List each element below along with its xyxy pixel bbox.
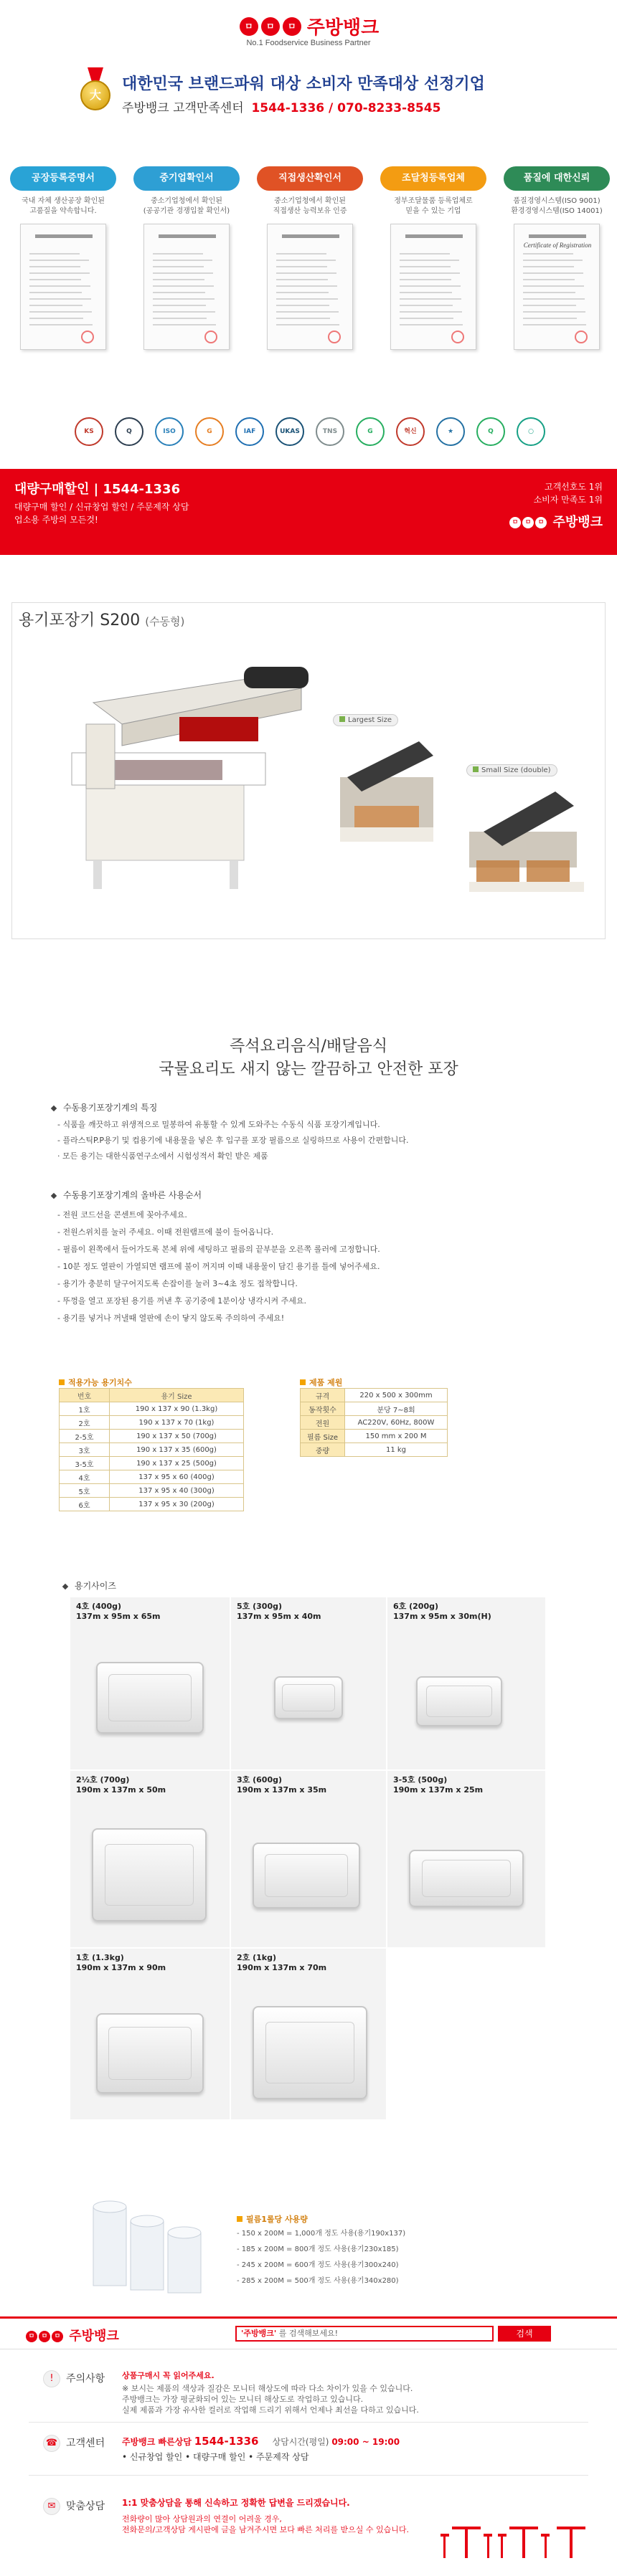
table-row (60, 1443, 244, 1457)
sale-banner-line1: 대량구매 할인 / 신규창업 할인 / 주문제작 상담 (14, 502, 189, 512)
footer-divider (29, 2475, 588, 2476)
certificate-title: 품질에 대한신뢰 (504, 166, 610, 191)
table-row (60, 1470, 244, 1484)
certificate-card[interactable] (257, 166, 363, 367)
usage-item: - 용기가 충분히 달구어지도록 손잡이를 눌러 3~4초 정도 접착합니다. (57, 1279, 298, 1288)
table-row (60, 1457, 244, 1470)
usage-item: - 뚜껑을 열고 포장된 용기를 꺼낸 후 공기중에 1분이상 냉각시켜 주세요. (57, 1296, 306, 1306)
container-heading: 용기사이즈 (63, 1579, 116, 1592)
footer-logo[interactable]: ㅁ ㅁ ㅁ 주방뱅크 (26, 2326, 119, 2344)
consult-label: ✉ 맞춤상담 (43, 2498, 105, 2515)
spec-value-cell: AC220V, 60Hz, 800W (345, 1416, 448, 1430)
largest-size-image (333, 734, 441, 849)
certification-badge-icon: UKAS (275, 417, 304, 446)
spec-label-cell: 필름 Size (301, 1430, 345, 1443)
consult-line: 전화문의/고객상담 게시판에 글을 남겨주시면 보다 빠른 처리를 받으실 수 있습니다. (122, 2525, 409, 2534)
certification-badge-icon: G (195, 417, 224, 446)
certificate-title: 직접생산확인서 (257, 166, 363, 191)
award-title: 대한민국 브랜드파워 대상 소비자 만족대상 선정기업 (122, 75, 485, 93)
sale-banner-rank2: 소비자 만족도 1위 (533, 495, 603, 505)
sale-banner-rank1: 고객선호도 1위 (544, 482, 603, 492)
table-row (60, 1430, 244, 1443)
film-usage-row: - 245 x 200M = 600개 정도 사용(용기300x240) (237, 2261, 399, 2269)
table-row (301, 1416, 448, 1430)
size-value-cell: 190 x 137 x 90 (1.3kg) (110, 1402, 244, 1416)
diamond-bullet-icon (51, 1192, 57, 1198)
usage-item: - 전원스위치를 눌러 주세요. 이때 전원램프에 불이 들어옵니다. (57, 1227, 274, 1237)
size-number-cell: 5호 (60, 1484, 110, 1498)
certificate-card[interactable] (10, 166, 116, 367)
intro-line-1: 즉석요리음식/배달음식 (230, 1037, 387, 1055)
container-dims: 190m x 137m x 35m (237, 1785, 327, 1795)
phone-icon: ☎ (43, 2435, 60, 2452)
table-row (301, 1430, 448, 1443)
container-tray-image (409, 1850, 524, 1907)
footer-divider (29, 2422, 588, 2423)
spec-label-cell: 규격 (301, 1389, 345, 1402)
consult-line: 전화량이 많아 상담원과의 연결이 어려울 경우, (122, 2514, 282, 2524)
size-table-header: 용기 Size (110, 1389, 244, 1402)
certification-badge-icon: TNS (316, 417, 344, 446)
container-label: 3-5호 (500g) 190m x 137m x 25m (393, 1775, 484, 1795)
certificate-document-image (20, 224, 106, 350)
chat-icon: ✉ (43, 2498, 60, 2515)
size-value-cell: 190 x 137 x 70 (1kg) (110, 1416, 244, 1430)
award-phone-label: 주방뱅크 고객만족센터 (122, 101, 244, 115)
features-item: - 플라스틱P.P용기 및 컵용기에 내용물을 넣은 후 입구를 포장 필름으로 실링하므로 사용이 간편합니다. (57, 1136, 409, 1145)
size-number-cell: 2-5호 (60, 1430, 110, 1443)
spec-value-cell: 11 kg (345, 1443, 448, 1457)
certificate-document-image (267, 224, 353, 350)
size-value-cell: 137 x 95 x 30 (200g) (110, 1498, 244, 1511)
container-label: 5호 (300g) 137m x 95m x 40m (237, 1602, 321, 1621)
intro-line-2: 국물요리도 새지 않는 깔끔하고 안전한 포장 (159, 1060, 458, 1078)
container-label: 2½호 (700g) 190m x 137m x 50m (76, 1775, 166, 1795)
certification-badge-icon: KS (75, 417, 103, 446)
film-usage-title: 필름1롤당 사용량 (237, 2213, 308, 2225)
sale-banner-title: 대량구매할인 | 1544-1336 (14, 482, 181, 497)
container-tray-image (92, 1828, 207, 1921)
certificate-desc: 국내 자체 생산공장 확인된 고품질을 약속합니다. (22, 197, 105, 215)
spec-table-title: 제품 제원 (300, 1377, 342, 1388)
container-tray-image (253, 2006, 367, 2099)
film-usage-row: - 185 x 200M = 800개 정도 사용(용기230x185) (237, 2245, 399, 2253)
container-card (231, 1949, 386, 2119)
container-dims: 190m x 137m x 90m (76, 1963, 166, 1972)
cs-label: ☎ 고객센터 (43, 2435, 105, 2452)
table-row (301, 1402, 448, 1416)
usage-item: - 10분 정도 열판이 가열되면 램프에 불이 꺼지며 이때 내용물이 담긴 용기를 틀에 넣어주세요. (57, 1262, 380, 1271)
largest-size-label: Largest Size (333, 714, 398, 726)
usage-item: - 용기를 넣거나 꺼낼때 열판에 손이 닿지 않도록 주의하여 주세요! (57, 1313, 285, 1323)
container-card (231, 1597, 386, 1769)
container-dims: 137m x 95m x 30m(H) (393, 1612, 491, 1621)
certification-badge-icon: Q (115, 417, 143, 446)
usage-item: - 전원 코드선을 콘센트에 꽂아주세요. (57, 1210, 187, 1220)
container-card (70, 1597, 230, 1769)
cafe-tables-image (438, 2498, 588, 2567)
container-card (70, 1949, 230, 2119)
warning-icon: ! (43, 2370, 60, 2387)
product-title: 용기포장기 S200 (수동형) (19, 612, 185, 629)
container-tray-image (96, 1662, 204, 1734)
container-tray-image (96, 2013, 204, 2093)
container-label: 4호 (400g) 137m x 95m x 65m (76, 1602, 161, 1621)
container-tray-image (274, 1676, 343, 1719)
table-row (301, 1443, 448, 1457)
sealing-machine-image (65, 645, 323, 903)
product-title-suffix: (수동형) (145, 615, 185, 628)
spec-label-cell: 동작횟수 (301, 1402, 345, 1416)
usage-item: - 필름이 왼쪽에서 들어가도록 본체 위에 세팅하고 필름의 끝부분을 오른쪽 롤러에 고정합니다. (57, 1245, 380, 1254)
table-row (60, 1498, 244, 1511)
container-label: 6호 (200g) 137m x 95m x 30m(H) (393, 1602, 491, 1621)
container-tray-image (416, 1676, 502, 1726)
film-rolls-image (86, 2192, 215, 2297)
certificate-desc: 중소기업청에서 확인된 직접생산 능력보유 인증 (273, 197, 347, 215)
container-dims: 190m x 137m x 70m (237, 1963, 327, 1972)
sale-banner-logo: ㅁ ㅁ ㅁ 주방뱅크 (509, 512, 603, 531)
size-number-cell: 3-5호 (60, 1457, 110, 1470)
size-value-cell: 190 x 137 x 50 (700g) (110, 1430, 244, 1443)
spec-label-cell: 전원 (301, 1416, 345, 1430)
size-table-title: 적용가능 용기치수 (59, 1377, 132, 1388)
film-usage-row: - 285 x 200M = 500개 정도 사용(용기340x280) (237, 2277, 399, 2285)
container-dims: 190m x 137m x 50m (76, 1785, 166, 1795)
certificate-desc: 중소기업청에서 확인된 (공공기관 경쟁입찰 확인서) (143, 197, 230, 215)
size-table-header: 번호 (60, 1389, 110, 1402)
container-dims: 137m x 95m x 65m (76, 1612, 161, 1621)
logo-text: 주방뱅크 (306, 17, 380, 39)
certificate-card[interactable] (504, 166, 610, 367)
certification-badge-icon: ISO (155, 417, 184, 446)
cs-number[interactable]: 1544-1336 (194, 2435, 259, 2448)
size-number-cell: 4호 (60, 1470, 110, 1484)
notice-line: ※ 보시는 제품의 색상과 질감은 모니터 해상도에 따라 다소 차이가 있을 수 있습니다. (122, 2384, 413, 2393)
table-row (60, 1402, 244, 1416)
table-row (60, 1484, 244, 1498)
film-usage-row: - 150 x 200M = 1,000개 정도 사용(용기190x137) (237, 2230, 406, 2238)
size-table (59, 1388, 244, 1511)
certificate-desc: 품질경영시스템(ISO 9001) 환경경영시스템(ISO 14001) (511, 197, 603, 215)
search-input[interactable]: '주방뱅크' 를 검색해보세요! (235, 2326, 494, 2342)
brand-tagline: No.1 Foodservice Business Partner (246, 39, 371, 47)
logo-mark-icon: ㅁ ㅁ ㅁ (238, 17, 303, 36)
cs-line-2: • 신규창업 할인 • 대량구매 할인 • 주문제작 상담 (122, 2452, 309, 2462)
size-number-cell: 1호 (60, 1402, 110, 1416)
container-tray-image (253, 1843, 360, 1909)
notice-label: ! 주의사항 (43, 2370, 105, 2387)
size-value-cell: 137 x 95 x 60 (400g) (110, 1470, 244, 1484)
certification-badge-icon: ★ (436, 417, 465, 446)
certificate-doc-title: Certificate of Registration (523, 242, 592, 249)
consult-title: 1:1 맞춤상담을 통해 신속하고 정확한 답변을 드리겠습니다. (122, 2498, 350, 2508)
usage-heading: 수동용기포장기계의 올바른 사용순서 (52, 1189, 202, 1201)
certification-badge-icon: Q (476, 417, 505, 446)
certificate-card[interactable] (380, 166, 486, 367)
container-card (387, 1771, 545, 1947)
spec-label-cell: 중량 (301, 1443, 345, 1457)
certificate-card[interactable] (133, 166, 240, 367)
award-phone (122, 98, 441, 115)
notice-line: 주방뱅크는 가장 평균화되어 있는 모니터 해상도로 작업하고 있습니다. (122, 2395, 364, 2404)
spec-value-cell: 분당 7~8회 (345, 1402, 448, 1416)
small-size-image (462, 781, 591, 896)
spec-value-cell: 150 mm x 200 M (345, 1430, 448, 1443)
diamond-bullet-icon (51, 1105, 57, 1111)
features-item: · 모든 용기는 대한식품연구소에서 시험성적서 확인 받은 제품 (57, 1151, 268, 1161)
certificate-desc: 정부조달물품 등록업체로 믿을 수 있는 기업 (394, 197, 473, 215)
award-medal-icon: 大 (79, 67, 112, 113)
search-button[interactable]: 검색 (498, 2326, 551, 2342)
size-value-cell: 190 x 137 x 35 (600g) (110, 1443, 244, 1457)
brand-logo[interactable] (0, 13, 617, 39)
spec-table (300, 1388, 448, 1457)
spec-value-cell: 220 x 500 x 300mm (345, 1389, 448, 1402)
table-row (60, 1416, 244, 1430)
diamond-bullet-icon (62, 1583, 68, 1589)
certificate-document-image (514, 224, 600, 350)
award-phone-numbers[interactable]: 1544-1336 / 070-8233-8545 (251, 101, 441, 115)
certificate-title: 중기업확인서 (133, 166, 240, 191)
container-card (387, 1597, 545, 1769)
size-number-cell: 6호 (60, 1498, 110, 1511)
size-value-cell: 190 x 137 x 25 (500g) (110, 1457, 244, 1470)
container-label: 3호 (600g) 190m x 137m x 35m (237, 1775, 327, 1795)
certification-badge-icon: 혁신 (396, 417, 425, 446)
size-number-cell: 2호 (60, 1416, 110, 1430)
small-size-label: Small Size (double) (466, 764, 557, 776)
features-item: - 식품을 깨끗하고 위생적으로 밀봉하여 유통할 수 있게 도와주는 수동식 식품 포장기계입니다. (57, 1120, 380, 1129)
size-comparison-panel (326, 710, 598, 903)
certification-badge-icon: G (356, 417, 385, 446)
certificate-document-image (390, 224, 476, 350)
notice-title: 상품구매시 꼭 읽어주세요. (122, 2371, 215, 2380)
container-dims: 137m x 95m x 40m (237, 1612, 321, 1621)
sale-banner-line2: 업소용 주방의 모든것! (14, 515, 98, 525)
container-label: 1호 (1.3kg) 190m x 137m x 90m (76, 1953, 166, 1972)
size-number-cell: 3호 (60, 1443, 110, 1457)
certificate-title: 공장등록증명서 (10, 166, 116, 191)
features-heading: 수동용기포장기계의 특징 (52, 1101, 157, 1113)
container-label: 2호 (1kg) 190m x 137m x 70m (237, 1953, 327, 1972)
container-card (231, 1771, 386, 1947)
size-value-cell: 137 x 95 x 40 (300g) (110, 1484, 244, 1498)
table-row (301, 1389, 448, 1402)
certification-badge-icon: ○ (517, 417, 545, 446)
certificate-title: 조달청등록업체 (380, 166, 486, 191)
notice-line: 실제 제품과 가장 유사한 컬러로 작업해 드리기 위해서 언제나 최선을 다하고 있습니다. (122, 2405, 419, 2415)
certificate-document-image (143, 224, 230, 350)
certification-badge-icon: IAF (235, 417, 264, 446)
container-card (70, 1771, 230, 1947)
container-dims: 190m x 137m x 25m (393, 1785, 484, 1795)
cs-line-1: 주방뱅크 빠른상담 1544-1336 상담시간(평일) 09:00 ~ 19:00 (122, 2435, 400, 2448)
